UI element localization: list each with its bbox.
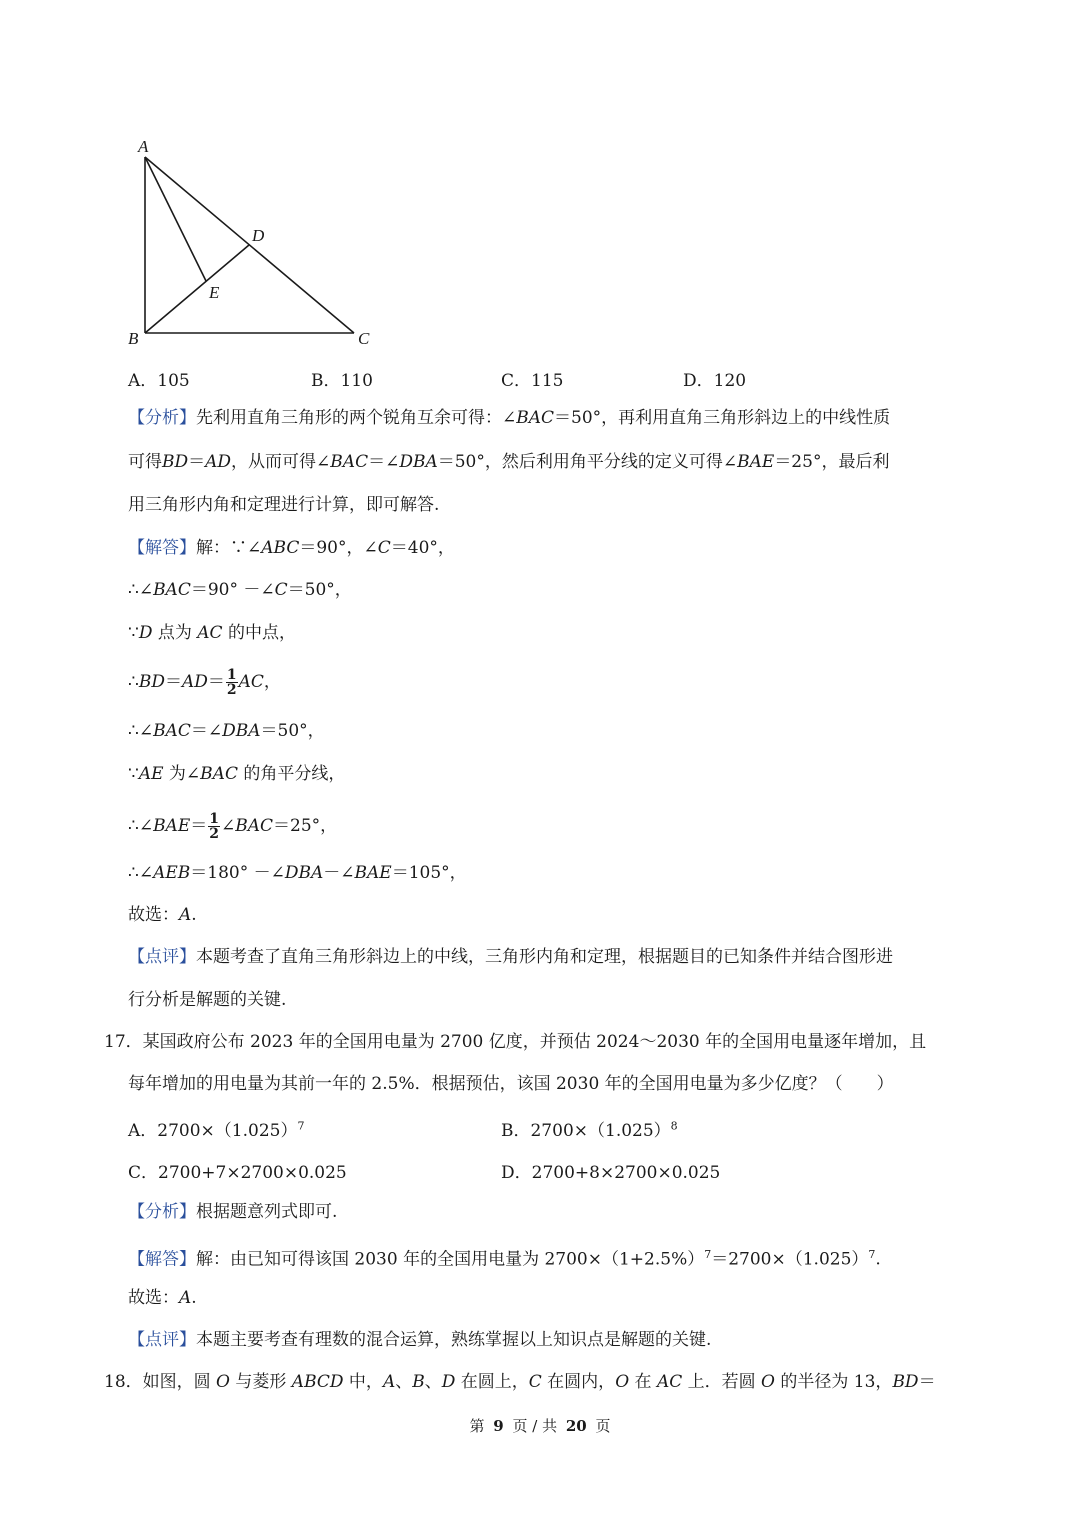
text: 点为 [152,623,198,643]
text: BD [892,1372,919,1392]
text: BD [138,672,165,692]
text: ∴∠ [128,863,154,883]
text: ＝40°， [390,538,455,558]
text: C [377,538,391,558]
q16-solution-line-8 [128,861,467,885]
text: . [191,905,197,925]
text: 先利用直角三角形的两个锐角互余可得：∠ [196,408,517,428]
text: BD [162,452,189,472]
q18-stem-line-1 [104,1370,936,1394]
text: 上．若圆 [682,1372,762,1392]
text: 与菱形 [229,1372,292,1392]
analysis-tag: 【分析】 [128,1202,196,1222]
text: AD [181,672,208,692]
text: . [191,1288,197,1308]
text: A [382,1372,396,1392]
q16-solution-line-2 [128,578,352,602]
text: 中， [343,1372,383,1392]
text: 的中点， [222,623,296,643]
text: 的半径为 13， [774,1372,893,1392]
text: DBA [284,863,324,883]
text: AEB [153,863,191,883]
label-e: E [209,283,220,302]
q17-solution [128,1243,881,1272]
label-d: D [252,226,265,245]
text: 、 [424,1372,442,1392]
q16-analysis-line-3: 用三角形内角和定理进行计算，即可解答. [128,495,440,515]
text: ＝50°， [260,721,325,741]
text: 、 [395,1372,413,1392]
text: C [528,1372,542,1392]
text: BAE [354,863,392,883]
text: 故选： [128,905,179,925]
q16-solution-line-9 [128,903,197,927]
q17-choice [128,1286,197,1310]
text: ＝25°， [273,816,338,836]
solution-tag: 【解答】 [128,1249,196,1270]
q16-solution-line-5 [128,719,325,743]
text: D [138,623,153,643]
text: ＝ [188,452,206,472]
fraction-one-half [226,668,238,697]
text: 根据题意列式即可. [196,1202,338,1222]
text: B．2700×（1.025） [501,1121,671,1141]
q17-option-b [501,1116,678,1141]
text: BAC [200,764,238,784]
q16-option-c: C．115 [501,371,564,391]
q16-comment-line-2: 行分析是解题的关键. [128,990,287,1010]
q16-solution-line-4 [128,668,281,697]
text: ＝∠ [368,452,400,472]
q17-option-c: C．2700+7×2700×0.025 [128,1163,347,1183]
q16-analysis-line-2 [128,450,889,474]
fraction-numerator: 1 [209,811,219,827]
text: ∵ [128,764,139,784]
text: C [274,580,288,600]
label-a: A [138,137,149,156]
text: ＝ [164,672,182,692]
text: ABCD [291,1372,344,1392]
q16-analysis-line-1 [128,406,890,430]
text: ＝2700×（1.025） [711,1249,869,1270]
text: BAC [153,580,191,600]
text: 本题考查了直角三角形斜边上的中线，三角形内角和定理，根据题目的已知条件并结合图形进 [196,947,893,967]
fraction-denominator: 2 [226,682,237,698]
footer-middle: 页 / 共 [512,1417,558,1435]
text: 18．如图，圆 [104,1372,217,1392]
text: 为∠ [163,764,201,784]
q17-option-a [128,1116,304,1141]
text: A [179,905,192,925]
solution-tag: 【解答】 [128,538,196,558]
triangle-figure [118,130,398,355]
text: 解：∵∠ [196,538,262,558]
text: O [761,1372,775,1392]
q16-solution-line-3 [128,621,296,645]
label-c: C [358,329,370,348]
text: ＝25°，最后利 [774,452,890,472]
text: AD [205,452,232,472]
text: ABC [261,538,300,558]
text: ＝ [207,672,225,692]
total-page-number: 20 [565,1417,587,1435]
text: ＝90°，∠ [299,538,378,558]
text: ＝90° －∠ [190,580,275,600]
q16-solution-line-6 [128,762,345,786]
current-page-number: 9 [493,1417,504,1435]
text: 的角平分线， [237,764,346,784]
text: A [179,1288,192,1308]
text: AC [238,672,264,692]
text: DBA [222,721,261,741]
text: BAC [235,816,274,836]
text: ，从而可得∠ [231,452,331,472]
text: BAC [516,408,555,428]
text: AE [138,764,164,784]
exponent: 8 [670,1119,678,1133]
q17-option-d: D．2700+8×2700×0.025 [501,1163,721,1183]
text: ＝50°， [287,580,352,600]
q16-option-d: D．120 [683,371,747,391]
text: BAE [737,452,775,472]
text: ＝105°， [391,863,467,883]
text: ＝ [190,816,208,836]
text: A．2700×（1.025） [128,1121,298,1141]
text: ＝∠ [190,721,223,741]
q16-option-b: B．110 [311,371,373,391]
text: ， [263,672,281,692]
q17-analysis [128,1200,337,1224]
label-b: B [128,329,139,348]
text: O [615,1372,630,1392]
exponent: 7 [868,1248,876,1261]
fraction-one-half [208,812,220,841]
footer-prefix: 第 [469,1417,485,1435]
text: O [216,1372,230,1392]
comment-tag: 【点评】 [128,947,196,967]
analysis-tag: 【分析】 [128,408,196,428]
text: AC [656,1372,683,1392]
q17-comment [128,1328,711,1352]
text: BAC [330,452,369,472]
q17-stem-line-2: 每年增加的用电量为其前一年的 2.5%．根据预估，该国 2030 年的全国用电量为多少亿度？（ ） [128,1074,894,1094]
text: ∴∠ [128,721,154,741]
text: 在 [629,1372,657,1392]
text: ∵ [128,623,139,643]
footer-suffix: 页 [595,1417,611,1435]
segment-ae [145,157,206,281]
text: 解：由已知可得该国 2030 年的全国用电量为 2700×（1+2.5%） [196,1249,705,1270]
text: ＝ [918,1372,936,1392]
text: D [441,1372,456,1392]
fraction-denominator: 2 [209,826,219,842]
text: ＝180° －∠ [190,863,285,883]
text: 在圆内， [541,1372,616,1392]
text: AC [197,623,223,643]
text: ＝50°，再利用直角三角形斜边上的中线性质 [554,408,891,428]
text: 可得 [128,452,162,472]
text: ∴∠ [128,816,154,836]
text: BAE [153,816,191,836]
q16-solution-line-1 [128,536,455,560]
text: B [412,1372,425,1392]
q17-stem-line-1: 17．某国政府公布 2023 年的全国用电量为 2700 亿度，并预估 2024～2030 年的全国用电量逐年增加，且 [104,1032,927,1052]
text: 在圆上， [455,1372,529,1392]
page-footer [0,1415,1080,1436]
text: 本题主要考查有理数的混合运算，熟练掌握以上知识点是解题的关键. [196,1330,712,1350]
exponent: 7 [704,1248,712,1261]
q16-option-a: A．105 [128,371,190,391]
text: ＝50°，然后利用角平分线的定义可得∠ [437,452,738,472]
comment-tag: 【点评】 [128,1330,196,1350]
text: BAC [153,721,191,741]
fraction-numerator: 1 [226,667,237,683]
segment-bd [145,245,249,333]
q16-solution-line-7 [128,812,337,841]
triangle-diagram [118,130,398,355]
text: ∴ [128,672,139,692]
text: ∴∠ [128,580,154,600]
text: ∠ [221,816,236,836]
q16-comment-line-1 [128,945,893,969]
text: 故选： [128,1288,179,1308]
text: . [875,1249,881,1270]
text: DBA [399,452,438,472]
text: －∠ [323,863,355,883]
exponent: 7 [297,1119,305,1133]
